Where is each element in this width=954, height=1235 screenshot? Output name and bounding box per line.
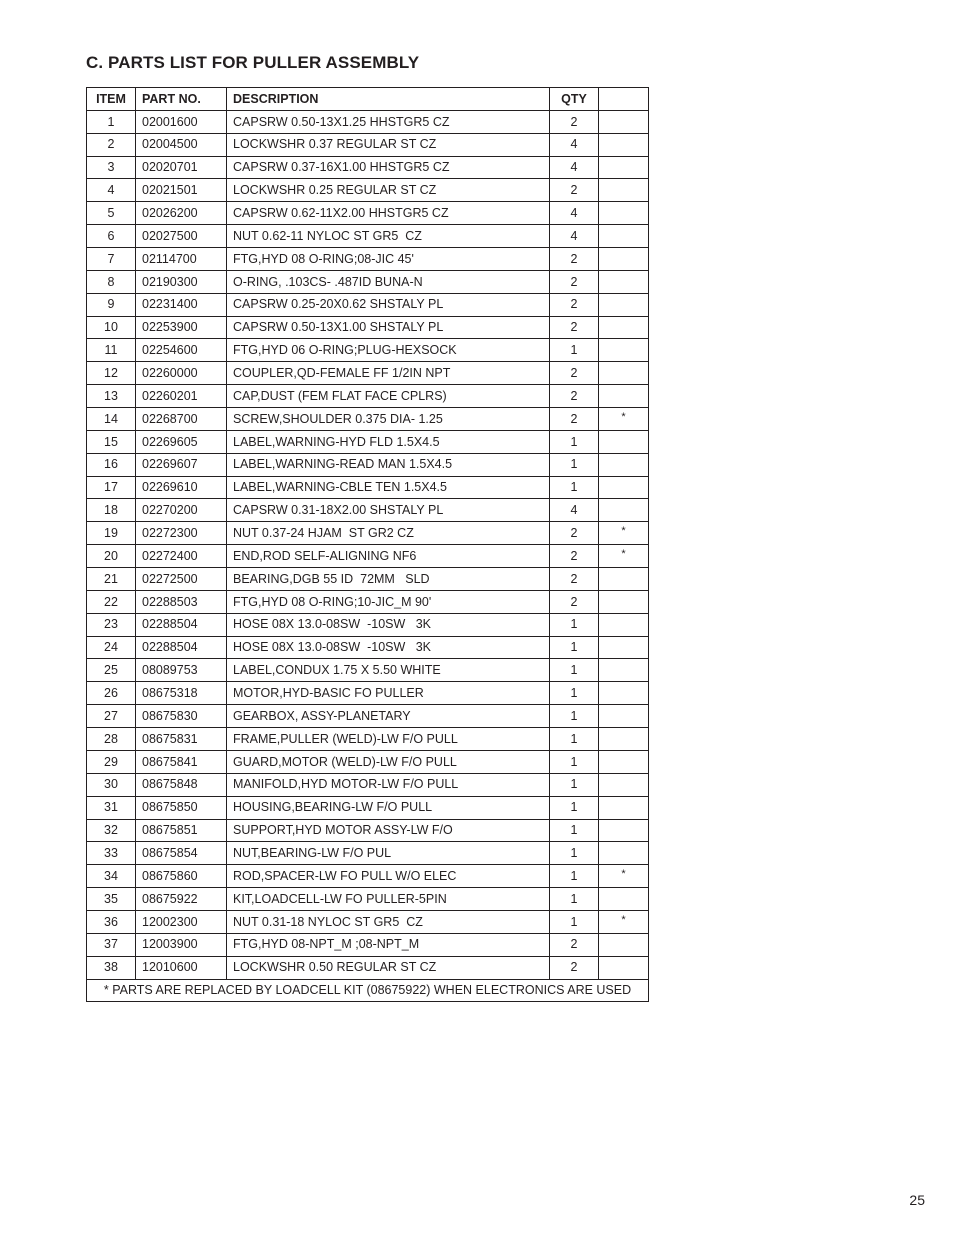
cell-part-no: 08675848 [136, 773, 227, 796]
cell-qty: 4 [550, 499, 599, 522]
cell-qty: 1 [550, 865, 599, 888]
cell-item: 18 [87, 499, 136, 522]
cell-note [599, 339, 649, 362]
cell-note [599, 133, 649, 156]
header-note [599, 88, 649, 111]
table-row [87, 408, 649, 431]
table-row [87, 270, 649, 293]
cell-part-no: 02190300 [136, 270, 227, 293]
cell-note [599, 179, 649, 202]
cell-description: HOUSING,BEARING-LW F/O PULL [227, 796, 550, 819]
cell-description: GEARBOX, ASSY-PLANETARY [227, 705, 550, 728]
cell-qty: 2 [550, 545, 599, 568]
cell-item: 3 [87, 156, 136, 179]
header-part-no: PART NO. [136, 88, 227, 111]
cell-qty: 4 [550, 202, 599, 225]
cell-note [599, 316, 649, 339]
cell-qty: 4 [550, 225, 599, 248]
cell-part-no: 02268700 [136, 408, 227, 431]
cell-item: 35 [87, 888, 136, 911]
cell-qty: 2 [550, 522, 599, 545]
table-row [87, 796, 649, 819]
cell-note [599, 499, 649, 522]
cell-description: LOCKWSHR 0.37 REGULAR ST CZ [227, 133, 550, 156]
cell-part-no: 02269607 [136, 453, 227, 476]
cell-note: * [599, 522, 649, 545]
cell-qty: 2 [550, 590, 599, 613]
cell-part-no: 02269605 [136, 430, 227, 453]
cell-item: 28 [87, 728, 136, 751]
cell-item: 17 [87, 476, 136, 499]
cell-note [599, 476, 649, 499]
table-row [87, 156, 649, 179]
cell-part-no: 02272500 [136, 568, 227, 591]
cell-description: CAPSRW 0.50-13X1.00 SHSTALY PL [227, 316, 550, 339]
cell-qty: 4 [550, 156, 599, 179]
header-description: DESCRIPTION [227, 88, 550, 111]
cell-description: HOSE 08X 13.0-08SW -10SW 3K [227, 613, 550, 636]
cell-item: 1 [87, 110, 136, 133]
cell-item: 9 [87, 293, 136, 316]
cell-qty: 2 [550, 408, 599, 431]
cell-description: FTG,HYD 08 O-RING;08-JIC 45' [227, 248, 550, 271]
cell-note [599, 430, 649, 453]
table-row [87, 865, 649, 888]
table-row [87, 956, 649, 979]
cell-part-no: 02027500 [136, 225, 227, 248]
table-row [87, 773, 649, 796]
cell-part-no: 02004500 [136, 133, 227, 156]
cell-item: 20 [87, 545, 136, 568]
cell-description: LABEL,WARNING-READ MAN 1.5X4.5 [227, 453, 550, 476]
cell-item: 12 [87, 362, 136, 385]
cell-part-no: 08675831 [136, 728, 227, 751]
cell-qty: 1 [550, 636, 599, 659]
cell-part-no: 02272400 [136, 545, 227, 568]
cell-description: MANIFOLD,HYD MOTOR-LW F/O PULL [227, 773, 550, 796]
table-row [87, 362, 649, 385]
cell-description: END,ROD SELF-ALIGNING NF6 [227, 545, 550, 568]
table-row [87, 728, 649, 751]
parts-table-header [87, 88, 649, 111]
cell-item: 10 [87, 316, 136, 339]
cell-item: 14 [87, 408, 136, 431]
cell-part-no: 02021501 [136, 179, 227, 202]
table-row [87, 933, 649, 956]
cell-part-no: 02114700 [136, 248, 227, 271]
cell-part-no: 02254600 [136, 339, 227, 362]
cell-part-no: 08675850 [136, 796, 227, 819]
cell-note [599, 453, 649, 476]
cell-note [599, 636, 649, 659]
cell-description: MOTOR,HYD-BASIC FO PULLER [227, 682, 550, 705]
table-row [87, 476, 649, 499]
cell-item: 16 [87, 453, 136, 476]
cell-description: FRAME,PULLER (WELD)-LW F/O PULL [227, 728, 550, 751]
cell-item: 27 [87, 705, 136, 728]
cell-qty: 2 [550, 110, 599, 133]
cell-item: 34 [87, 865, 136, 888]
cell-note [599, 270, 649, 293]
cell-qty: 1 [550, 682, 599, 705]
cell-qty: 1 [550, 796, 599, 819]
cell-description: O-RING, .103CS- .487ID BUNA-N [227, 270, 550, 293]
cell-item: 19 [87, 522, 136, 545]
cell-part-no: 02269610 [136, 476, 227, 499]
cell-note [599, 728, 649, 751]
parts-table-body [87, 110, 649, 979]
cell-part-no: 02001600 [136, 110, 227, 133]
cell-qty: 1 [550, 430, 599, 453]
table-row [87, 659, 649, 682]
cell-item: 7 [87, 248, 136, 271]
cell-description: HOSE 08X 13.0-08SW -10SW 3K [227, 636, 550, 659]
cell-description: LABEL,WARNING-CBLE TEN 1.5X4.5 [227, 476, 550, 499]
cell-description: CAPSRW 0.50-13X1.25 HHSTGR5 CZ [227, 110, 550, 133]
table-row [87, 430, 649, 453]
table-row [87, 842, 649, 865]
table-row [87, 202, 649, 225]
cell-part-no: 02288503 [136, 590, 227, 613]
cell-note [599, 750, 649, 773]
cell-item: 26 [87, 682, 136, 705]
table-row [87, 888, 649, 911]
header-qty: QTY [550, 88, 599, 111]
cell-note [599, 293, 649, 316]
cell-part-no: 08675860 [136, 865, 227, 888]
table-row [87, 590, 649, 613]
cell-note: * [599, 865, 649, 888]
cell-description: NUT,BEARING-LW F/O PUL [227, 842, 550, 865]
cell-note [599, 819, 649, 842]
table-row [87, 819, 649, 842]
cell-description: ROD,SPACER-LW FO PULL W/O ELEC [227, 865, 550, 888]
cell-item: 6 [87, 225, 136, 248]
cell-note [599, 888, 649, 911]
cell-part-no: 02260000 [136, 362, 227, 385]
footnote: * PARTS ARE REPLACED BY LOADCELL KIT (08675922) WHEN ELECTRONICS ARE USED [87, 979, 649, 1002]
cell-description: CAP,DUST (FEM FLAT FACE CPLRS) [227, 385, 550, 408]
footnote-row [87, 979, 649, 1002]
cell-part-no: 08675922 [136, 888, 227, 911]
cell-description: CAPSRW 0.25-20X0.62 SHSTALY PL [227, 293, 550, 316]
cell-qty: 1 [550, 888, 599, 911]
cell-description: FTG,HYD 08-NPT_M ;08-NPT_M [227, 933, 550, 956]
table-row [87, 339, 649, 362]
cell-note: * [599, 910, 649, 933]
cell-item: 29 [87, 750, 136, 773]
cell-qty: 1 [550, 613, 599, 636]
cell-item: 8 [87, 270, 136, 293]
cell-note [599, 773, 649, 796]
header-row [87, 88, 649, 111]
cell-part-no: 08675841 [136, 750, 227, 773]
cell-description: KIT,LOADCELL-LW FO PULLER-5PIN [227, 888, 550, 911]
cell-note [599, 385, 649, 408]
cell-qty: 1 [550, 705, 599, 728]
cell-description: LABEL,CONDUX 1.75 X 5.50 WHITE [227, 659, 550, 682]
cell-qty: 2 [550, 248, 599, 271]
cell-description: CAPSRW 0.31-18X2.00 SHSTALY PL [227, 499, 550, 522]
cell-part-no: 12003900 [136, 933, 227, 956]
cell-description: FTG,HYD 08 O-RING;10-JIC_M 90' [227, 590, 550, 613]
cell-qty: 1 [550, 819, 599, 842]
cell-description: FTG,HYD 06 O-RING;PLUG-HEXSOCK [227, 339, 550, 362]
cell-qty: 2 [550, 362, 599, 385]
table-row [87, 316, 649, 339]
cell-note [599, 248, 649, 271]
cell-description: CAPSRW 0.62-11X2.00 HHSTGR5 CZ [227, 202, 550, 225]
cell-note [599, 705, 649, 728]
cell-item: 5 [87, 202, 136, 225]
cell-qty: 2 [550, 933, 599, 956]
cell-part-no: 02026200 [136, 202, 227, 225]
cell-qty: 2 [550, 316, 599, 339]
section-title: C. PARTS LIST FOR PULLER ASSEMBLY [86, 53, 420, 72]
cell-item: 23 [87, 613, 136, 636]
cell-qty: 1 [550, 476, 599, 499]
cell-note: * [599, 545, 649, 568]
cell-description: NUT 0.31-18 NYLOC ST GR5 CZ [227, 910, 550, 933]
cell-description: LABEL,WARNING-HYD FLD 1.5X4.5 [227, 430, 550, 453]
cell-item: 22 [87, 590, 136, 613]
cell-part-no: 02272300 [136, 522, 227, 545]
cell-part-no: 08675854 [136, 842, 227, 865]
table-row [87, 293, 649, 316]
cell-part-no: 02270200 [136, 499, 227, 522]
table-row [87, 613, 649, 636]
cell-qty: 1 [550, 728, 599, 751]
table-row [87, 705, 649, 728]
cell-item: 38 [87, 956, 136, 979]
cell-qty: 2 [550, 270, 599, 293]
cell-note [599, 933, 649, 956]
cell-item: 31 [87, 796, 136, 819]
cell-description: COUPLER,QD-FEMALE FF 1/2IN NPT [227, 362, 550, 385]
cell-note [599, 156, 649, 179]
table-row [87, 750, 649, 773]
cell-qty: 2 [550, 385, 599, 408]
cell-note [599, 796, 649, 819]
cell-description: SUPPORT,HYD MOTOR ASSY-LW F/O [227, 819, 550, 842]
table-row [87, 568, 649, 591]
cell-part-no: 12010600 [136, 956, 227, 979]
cell-description: LOCKWSHR 0.50 REGULAR ST CZ [227, 956, 550, 979]
cell-note [599, 682, 649, 705]
cell-item: 11 [87, 339, 136, 362]
cell-description: BEARING,DGB 55 ID 72MM SLD [227, 568, 550, 591]
cell-part-no: 02253900 [136, 316, 227, 339]
cell-note [599, 225, 649, 248]
cell-item: 13 [87, 385, 136, 408]
cell-part-no: 02288504 [136, 613, 227, 636]
cell-note [599, 956, 649, 979]
cell-item: 25 [87, 659, 136, 682]
table-row [87, 910, 649, 933]
table-row [87, 179, 649, 202]
cell-qty: 1 [550, 910, 599, 933]
cell-note [599, 362, 649, 385]
table-row [87, 133, 649, 156]
cell-qty: 1 [550, 453, 599, 476]
cell-item: 24 [87, 636, 136, 659]
cell-note [599, 590, 649, 613]
cell-part-no: 12002300 [136, 910, 227, 933]
cell-item: 4 [87, 179, 136, 202]
header-item: ITEM [87, 88, 136, 111]
cell-part-no: 02020701 [136, 156, 227, 179]
table-row [87, 499, 649, 522]
cell-note [599, 659, 649, 682]
cell-note [599, 110, 649, 133]
table-row [87, 522, 649, 545]
cell-part-no: 08675851 [136, 819, 227, 842]
cell-part-no: 08089753 [136, 659, 227, 682]
cell-item: 36 [87, 910, 136, 933]
cell-item: 15 [87, 430, 136, 453]
cell-description: NUT 0.62-11 NYLOC ST GR5 CZ [227, 225, 550, 248]
cell-description: CAPSRW 0.37-16X1.00 HHSTGR5 CZ [227, 156, 550, 179]
cell-qty: 1 [550, 750, 599, 773]
cell-part-no: 08675830 [136, 705, 227, 728]
cell-qty: 2 [550, 568, 599, 591]
cell-item: 21 [87, 568, 136, 591]
table-row [87, 636, 649, 659]
cell-qty: 4 [550, 133, 599, 156]
cell-qty: 2 [550, 956, 599, 979]
cell-qty: 1 [550, 659, 599, 682]
cell-item: 37 [87, 933, 136, 956]
table-row [87, 682, 649, 705]
cell-item: 32 [87, 819, 136, 842]
page-number: 25 [909, 1192, 925, 1208]
cell-note [599, 613, 649, 636]
cell-qty: 2 [550, 293, 599, 316]
cell-item: 2 [87, 133, 136, 156]
cell-part-no: 02288504 [136, 636, 227, 659]
cell-note [599, 202, 649, 225]
parts-table-footer [87, 979, 649, 1002]
table-row [87, 453, 649, 476]
table-row [87, 385, 649, 408]
table-row [87, 248, 649, 271]
cell-qty: 1 [550, 842, 599, 865]
cell-part-no: 02231400 [136, 293, 227, 316]
cell-description: SCREW,SHOULDER 0.375 DIA- 1.25 [227, 408, 550, 431]
table-row [87, 225, 649, 248]
cell-qty: 1 [550, 339, 599, 362]
cell-description: NUT 0.37-24 HJAM ST GR2 CZ [227, 522, 550, 545]
cell-note: * [599, 408, 649, 431]
cell-description: GUARD,MOTOR (WELD)-LW F/O PULL [227, 750, 550, 773]
cell-qty: 1 [550, 773, 599, 796]
cell-item: 30 [87, 773, 136, 796]
table-row [87, 110, 649, 133]
cell-note [599, 842, 649, 865]
cell-note [599, 568, 649, 591]
cell-item: 33 [87, 842, 136, 865]
cell-part-no: 08675318 [136, 682, 227, 705]
cell-qty: 2 [550, 179, 599, 202]
cell-description: LOCKWSHR 0.25 REGULAR ST CZ [227, 179, 550, 202]
cell-part-no: 02260201 [136, 385, 227, 408]
parts-list-table [86, 87, 649, 1002]
table-row [87, 545, 649, 568]
